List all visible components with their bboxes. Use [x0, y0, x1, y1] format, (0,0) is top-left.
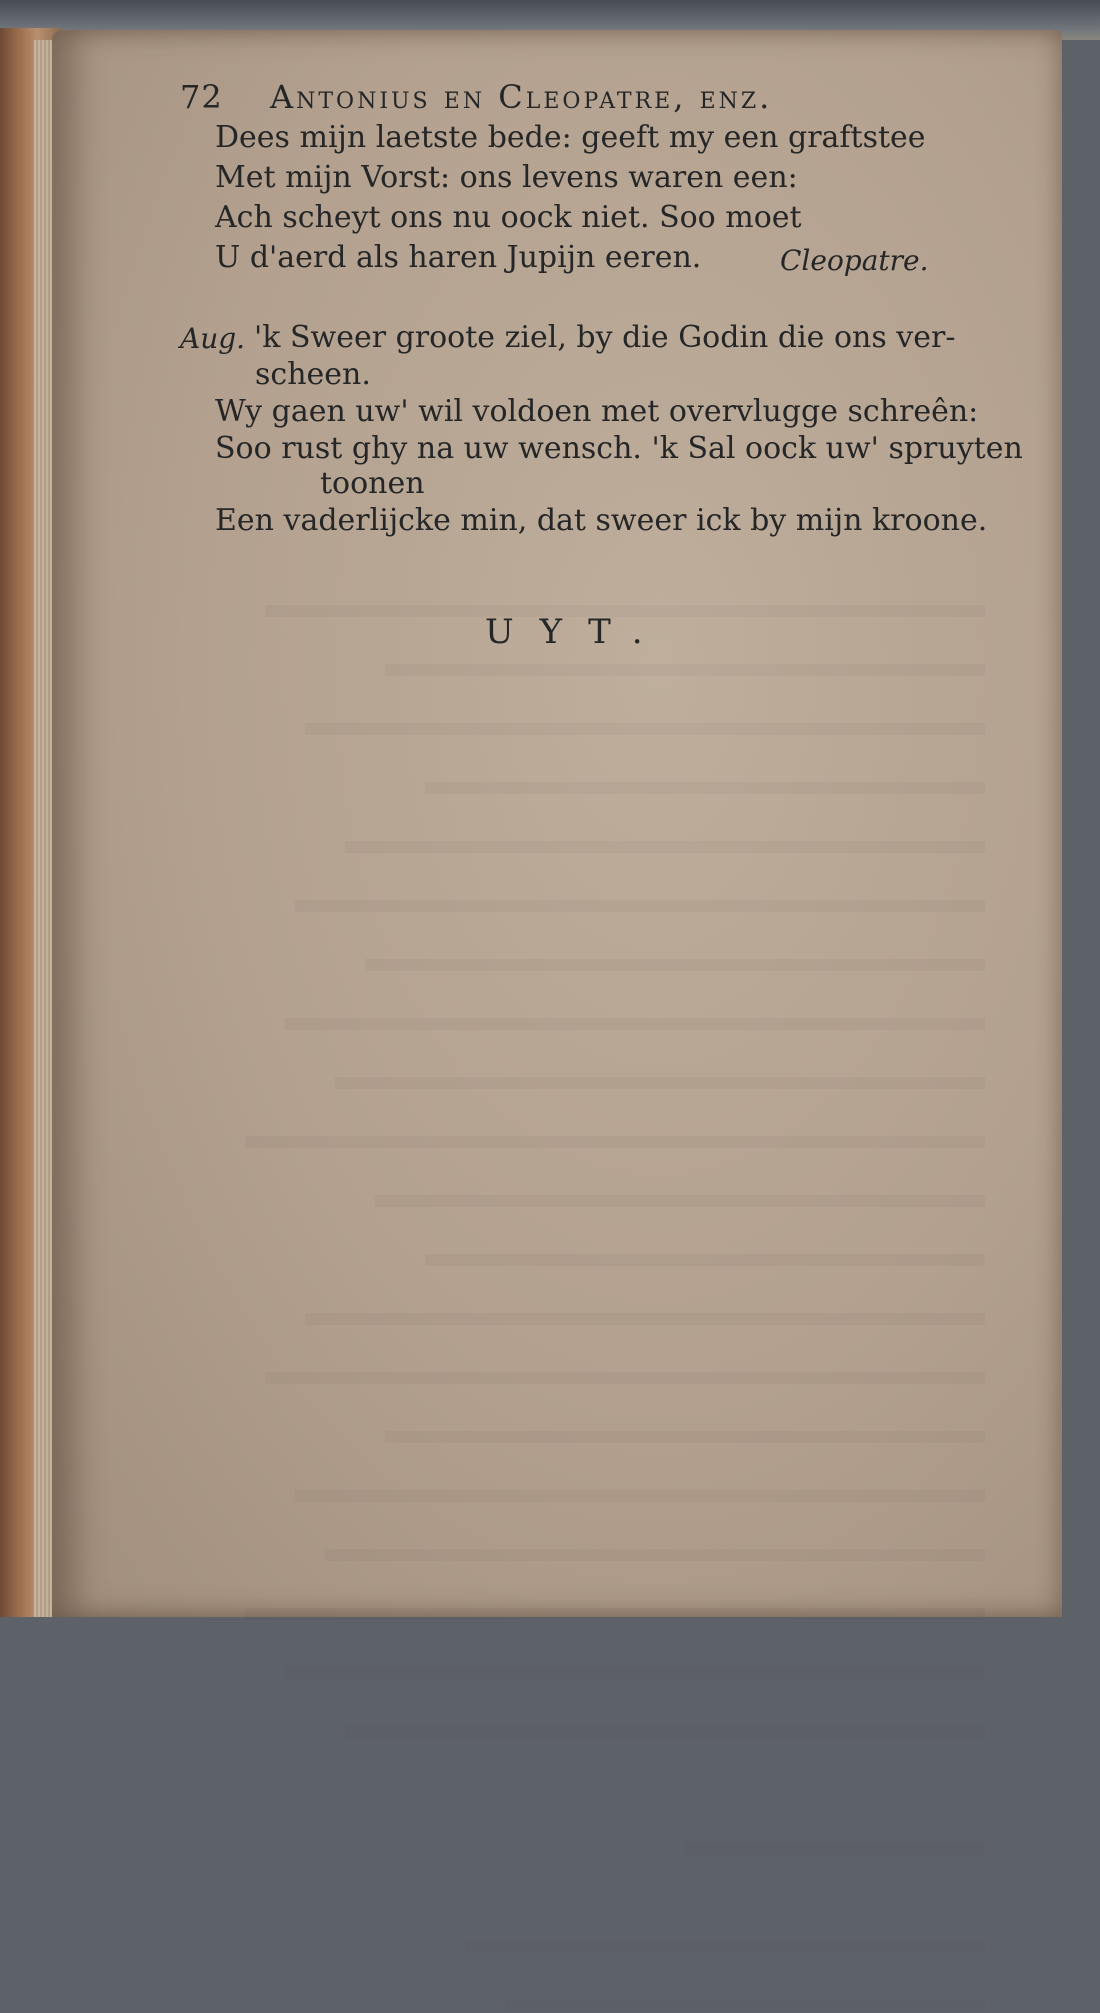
speech-line: Een vaderlijcke min, dat sweer ick by mijn kroone. [215, 503, 988, 538]
speech-line: toonen [320, 466, 425, 501]
speech-line: scheen. [255, 357, 371, 392]
bleed-through-text [195, 560, 985, 2013]
running-title: Antonius en Cleopatre, enz. [270, 78, 773, 116]
verse-line: U d'aerd als haren Jupijn eeren. [215, 240, 702, 275]
verse-line: Met mijn Vorst: ons levens waren een: [215, 160, 798, 195]
speaker-label: Aug. [180, 322, 246, 355]
speech-line: Soo rust ghy na uw wensch. 'k Sal oock uw' spruyten [215, 431, 1023, 466]
speaker-signature: Cleopatre. [780, 244, 929, 277]
page-number: 72 [180, 78, 223, 116]
end-marker: UYT. [485, 612, 669, 652]
verse-line: Ach scheyt ons nu oock niet. Soo moet [215, 200, 802, 235]
speech-line: Wy gaen uw' wil voldoen met overvlugge schreên: [215, 394, 979, 429]
verse-line: Dees mijn laetste bede: geeft my een graftstee [215, 120, 926, 155]
speech-line: 'k Sweer groote ziel, by die Godin die ons ver- [254, 320, 956, 355]
